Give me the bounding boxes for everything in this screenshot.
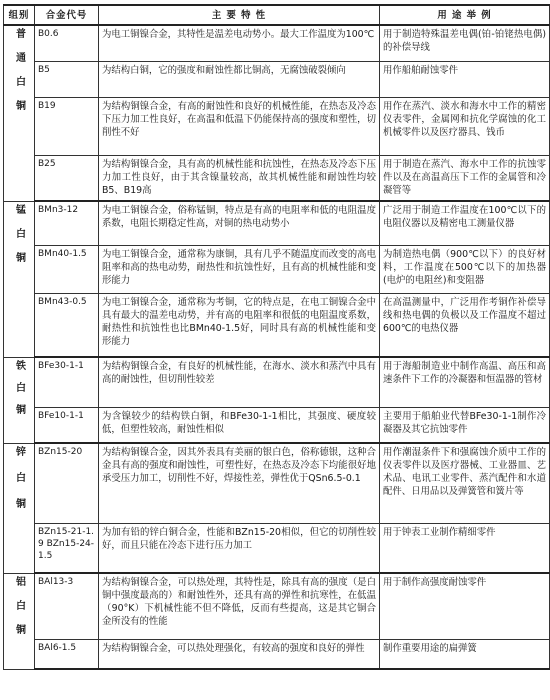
alloy-uses: 用作潮湿条件下和强腐蚀介质中工作的仪表零件以及医疗器械、工业器皿、艺术品、电讯工业零件、蒸汽配件和水道配件、日用品以及弹簧管和簧片等 <box>380 443 550 523</box>
table-row <box>4 25 550 61</box>
alloy-code: B0.6 <box>35 25 99 61</box>
group-name: 锌白铜 <box>13 445 25 524</box>
alloy-uses: 广泛用于制造工作温度在100℃以下的电阻仪器以及精密电工测量仪器 <box>380 201 550 245</box>
table-row <box>4 443 550 523</box>
alloy-uses: 用于钟表工业制作精细零件 <box>380 523 550 573</box>
group-label-manganese <box>4 201 35 357</box>
alloy-features: 为结构铜镍合金，有良好的机械性能，在海水、淡水和蒸汽中具有高的耐蚀性，但切削性较差 <box>99 357 380 407</box>
alloy-code: BFe10-1-1 <box>35 407 99 443</box>
table-row <box>4 639 550 669</box>
table-row <box>4 201 550 245</box>
alloy-features: 为加有铅的锌白铜合金，性能和BZn15-20相似，但它的切削性较好，而且只能在冷态下进行压力加工 <box>99 523 380 573</box>
alloy-features: 为结构铜镍合金，可以热处理强化，有较高的强度和良好的弹性 <box>99 639 380 669</box>
header-category: 组别 <box>4 5 35 25</box>
alloy-uses: 在高温测量中，广泛用作考铜作补偿导线和热电偶的负极以及工作温度不超过600℃的电热仪器 <box>380 293 550 357</box>
alloy-code: BFe30-1-1 <box>35 357 99 407</box>
alloy-features: 为结构铜镍合金，有高的耐蚀性和良好的机械性能，在热态及冷态下压力加工性良好，在高温和低温下仍能保持高的强度和塑性，切削性不好 <box>99 97 380 155</box>
group-name: 普通白铜 <box>13 28 25 124</box>
alloy-uses: 用于制造在蒸汽、海水中工作的抗蚀零件以及在高温高压下工作的金属管和冷凝管等 <box>380 155 550 201</box>
table-row <box>4 573 550 639</box>
alloy-code: BMn40-1.5 <box>35 245 99 293</box>
alloy-features: 为电工铜镍合金，俗称锰铜，特点是有高的电阻率和低的电阻温度系数，电阻长期稳定性高，对铜的热电动势小 <box>99 201 380 245</box>
group-name: 锰白铜 <box>13 203 25 276</box>
header-row <box>4 5 550 25</box>
alloy-features: 为电工铜镍合金，其特性是温差电动势小。最大工作温度为100℃ <box>99 25 380 61</box>
alloy-uses: 为制造热电偶（900℃以下）的良好材料，工作温度在500℃以下的加热器(电炉的电阻丝)和变阻器 <box>380 245 550 293</box>
alloy-features: 为结构铜镍合金，可以热处理，其特性是，除具有高的强度（是白铜中强度最高的）和耐蚀性外，还具有高的弹性和抗寒性，在低温（90°K）下机械性能不但不降低，反而有些提高，这是其它铜合金所没有的性能 <box>99 573 380 639</box>
alloy-code: BMn43-0.5 <box>35 293 99 357</box>
group-label-zinc <box>4 443 35 573</box>
group-name: 铁白铜 <box>13 359 25 426</box>
table-row <box>4 293 550 357</box>
alloy-code: BZn15-21-1.9 BZn15-24-1.5 <box>35 523 99 573</box>
alloy-uses: 用作在蒸汽、淡水和海水中工作的精密仪表零件，金属网和抗化学腐蚀的化工机械零件以及医疗器具、钱币 <box>380 97 550 155</box>
alloy-code: BAl6-1.5 <box>35 639 99 669</box>
table-row <box>4 523 550 573</box>
alloy-code: BMn3-12 <box>35 201 99 245</box>
alloy-uses: 制作重要用途的扁弹簧 <box>380 639 550 669</box>
alloy-uses: 主要用于船舶业代替BFe30-1-1制作冷凝器及其它抗蚀零件 <box>380 407 550 443</box>
header-features: 主 要 特 性 <box>99 5 380 25</box>
group-label-aluminum <box>4 573 35 669</box>
alloy-features: 为结构铜镍合金，具有高的机械性能和抗蚀性，在热态及冷态下压力加工性良好，由于其含镍量较高，故其机械性能和耐蚀性均较B5、B19高 <box>99 155 380 201</box>
group-label-iron <box>4 357 35 443</box>
alloy-features: 为电工铜镍合金，通常称为康铜，具有几乎不随温度而改变的高电阻率和高的热电动势，耐热性和抗蚀性好，且有高的机械性能和变形能力 <box>99 245 380 293</box>
alloy-code: B19 <box>35 97 99 155</box>
table-row <box>4 97 550 155</box>
alloy-features: 为电工铜镍合金，通常称为考铜，它的特点是，在电工铜镍合金中具有最大的温差电动势，并有高的电阻率和很低的电阻温度系数，耐热性和抗蚀性也比BMn40-1.5好，同时具有高的机械性能和变形能力 <box>99 293 380 357</box>
alloy-uses: 用于海船制造业中制作高温、高压和高速条件下工作的冷凝器和恒温器的管材 <box>380 357 550 407</box>
alloy-uses: 用作船舶耐蚀零件 <box>380 61 550 97</box>
alloy-code: B5 <box>35 61 99 97</box>
table-row <box>4 155 550 201</box>
alloy-uses: 用于制作高强度耐蚀零件 <box>380 573 550 639</box>
alloy-features: 为含镍较少的结构铁白铜，和BFe30-1-1相比，其强度、硬度较低，但塑性较高，耐蚀性相似 <box>99 407 380 443</box>
group-label-ordinary <box>4 25 35 201</box>
alloy-features: 为结构铜镍合金，因其外表具有美丽的银白色，俗称德银，这种合金具有高的强度和耐蚀性，可塑性好，在热态及冷态下均能很好地承受压力加工，切削性不好，焊接性差，弹性优于QSn6.5-0.1 <box>99 443 380 523</box>
alloy-code: BZn15-20 <box>35 443 99 523</box>
group-name: 铝白铜 <box>13 575 25 648</box>
alloy-code: BAl13-3 <box>35 573 99 639</box>
table-row <box>4 357 550 407</box>
alloy-features: 为结构白铜，它的强度和耐蚀性都比铜高，无腐蚀破裂倾向 <box>99 61 380 97</box>
cupronickel-spec-table <box>3 4 550 670</box>
header-uses: 用 途 举 例 <box>380 5 550 25</box>
table-row <box>4 407 550 443</box>
table-row <box>4 61 550 97</box>
alloy-code: B25 <box>35 155 99 201</box>
header-code: 合金代号 <box>35 5 99 25</box>
alloy-uses: 用于制造特殊温差电偶(铂-铂铑热电偶)的补偿导线 <box>380 25 550 61</box>
table-row <box>4 245 550 293</box>
